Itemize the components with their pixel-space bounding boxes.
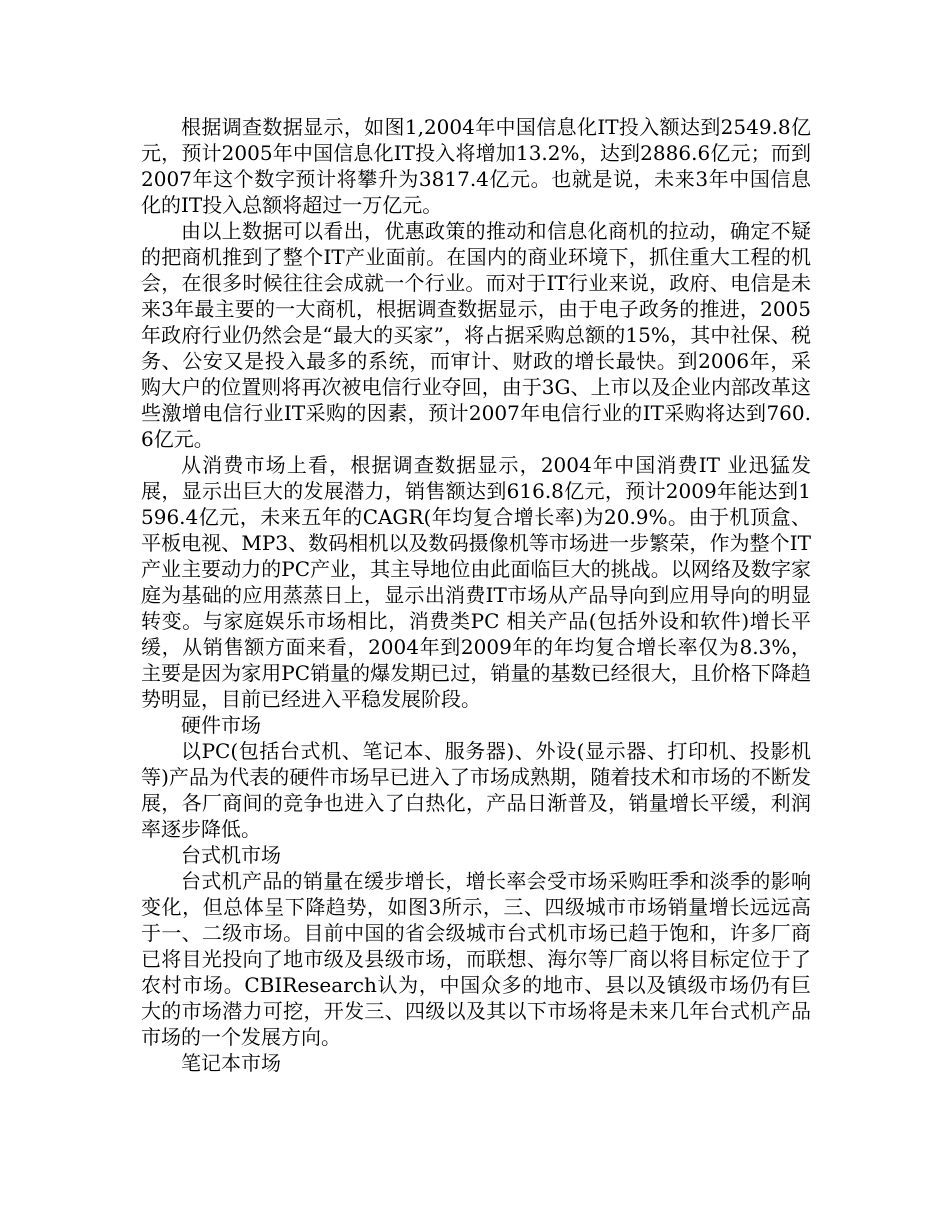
paragraph-consumer-market: 从消费市场上看，根据调查数据显示，2004年中国消费IT 业迅猛发展，显示出巨大的发展潜力，销售额达到616.8亿元，预计2009年能达到1596.4亿元，未来五年的CAGR(年均复合增长率)为20.9%。由于机顶盒、平板电视、MP3、数码相机以及数码摄像机等市场进一步繁荣，作为整个IT产业主要动力的PC产业，其主导地位由此面临巨大的挑战。以网络及数字家庭为基础的应用蒸蒸日上，显示出消费IT市场从产品导向到应用导向的明显转变。与家庭娱乐市场相比，消费类PC 相关产品(包括外设和软件)增长平缓，从销售额方面来看，2004年到2009年的年均复合增长率仅为8.3%，主要是因为家用PC销量的爆发期已过，销量的基数已经很大，且价格下降趋势明显，目前已经进入平稳发展阶段。: [141, 453, 811, 711]
paragraph-government-telecom: 由以上数据可以看出，优惠政策的推动和信息化商机的拉动，确定不疑的把商机推到了整个IT产业面前。在国内的商业环境下，抓住重大工程的机会，在很多时候往往会成就一个行业。而对于IT行业来说，政府、电信是未来3年最主要的一大商机，根据调查数据显示，由于电子政务的推进，2005年政府行业仍然会是“最大的买家”，将占据采购总额的15%，其中社保、税务、公安又是投入最多的系统，而审计、财政的增长最快。到2006年，采购大户的位置则将再次被电信行业夺回，由于3G、上市以及企业内部改革这些激增电信行业IT采购的因素，预计2007年电信行业的IT采购将达到760.6亿元。: [141, 219, 811, 451]
paragraph-desktop-market: 台式机产品的销量在缓步增长，增长率会受市场采购旺季和淡季的影响变化，但总体呈下降趋势，如图3所示，三、四级城市市场销量增长远远高于一、二级市场。目前中国的省会级城市台式机市场已趋于饱和，许多厂商已将目光投向了地市级及县级市场，而联想、海尔等厂商以将目标定位于了农村市场。CBIResearch认为，中国众多的地市、县以及镇级市场仍有巨大的市场潜力可挖，开发三、四级以及其以下市场将是未来几年台式机产品市场的一个发展方向。: [141, 869, 811, 1049]
paragraph-hardware-market: 以PC(包括台式机、笔记本、服务器)、外设(显示器、打印机、投影机等)产品为代表的硬件市场早已进入了市场成熟期，随着技术和市场的不断发展，各厂商间的竞争也进入了白热化，产品日渐普及，销量增长平缓，利润率逐步降低。: [141, 739, 811, 841]
document-body: [141, 114, 811, 1076]
heading-notebook-market: 笔记本市场: [181, 1051, 281, 1075]
heading-hardware-market: 硬件市场: [181, 713, 261, 737]
paragraph-it-investment: 根据调查数据显示，如图1,2004年中国信息化IT投入额达到2549.8亿元，预计2005年中国信息化IT投入将增加13.2%，达到2886.6亿元；而到2007年这个数字预计将攀升为3817.4亿元。也就是说，未来3年中国信息化的IT投入总额将超过一万亿元。: [141, 115, 811, 217]
heading-desktop-market: 台式机市场: [181, 843, 281, 867]
